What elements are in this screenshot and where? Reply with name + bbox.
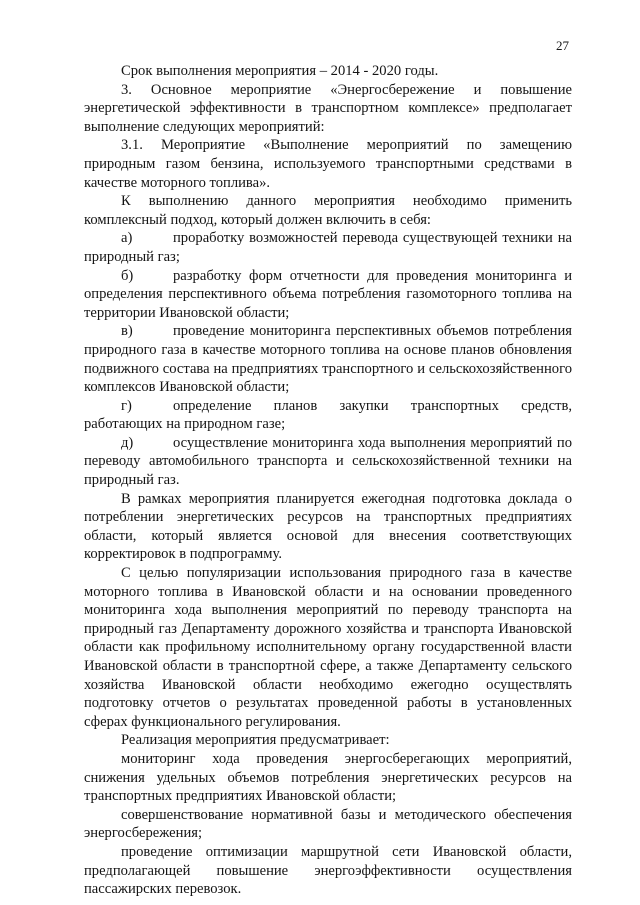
paragraph-text: Срок выполнения мероприятия – 2014 - 2020 годы. [121, 63, 439, 79]
list-item-b [84, 267, 572, 323]
paragraph-approach [84, 192, 572, 229]
list-marker: д) [121, 434, 134, 451]
paragraph-annual-report [84, 490, 572, 564]
list-item-g [84, 397, 572, 434]
list-item-d [84, 434, 572, 490]
paragraph-measure-3-1 [84, 136, 572, 192]
paragraph-text: С целью популяризации использования природного газа в качестве моторного топлива в Ивановской области и на основании проведенного мониторинга хода выполнения мероприятий по переводу транспорта на природный газ Департаменту дорожного хозяйства и транспорта Ивановской области как профильному исполнительному органу государственной власти Ивановской области в транспортной сфере, а также Департаменту сельского хозяйства Ивановской области необходимо ежегодно осуществлять подготовку отчетов о результатах проведенной работы в установленных сферах функционального регулирования. [84, 565, 572, 730]
paragraph-text: мониторинг хода проведения энергосберегающих мероприятий, снижения удельных объемов потребления энергетических ресурсов на транспортных предприятиях Ивановской области; [84, 750, 572, 805]
list-item-a [84, 229, 572, 266]
list-marker: в) [121, 323, 133, 340]
paragraph-text: 3. Основное мероприятие «Энергосбережение и повышение энергетической эффективности в транспортном комплексе» предполагает выполнение следующих мероприятий: [84, 81, 572, 135]
page-number: 27 [556, 38, 569, 53]
paragraph-text: К выполнению данного мероприятия необходимо применить комплексный подход, который должен включить в себя: [84, 193, 572, 228]
paragraph-text: совершенствование нормативной базы и методического обеспечения энергосбережения; [84, 806, 572, 842]
list-item-text: проработку возможностей перевода существующей техники на природный газ; [84, 230, 572, 265]
paragraph-term [84, 62, 572, 81]
paragraph-text: проведение оптимизации маршрутной сети Ивановской области, предполагающей повышение энергоэффективности осуществления пассажирских перевозок. [84, 843, 572, 898]
paragraph-text: 3.1. Мероприятие «Выполнение мероприятий по замещению природным газом бензина, используемого транспортными средствами в качестве моторного топлива». [84, 137, 572, 191]
paragraph-route-optimization [84, 843, 572, 899]
list-marker: г) [121, 397, 132, 414]
list-item-text: проведение мониторинга перспективных объемов потребления природного газа в качестве моторного топлива на основе планов обновления подвижного состава на предприятиях транспортного и сельскохозяйственного комплексов Ивановской области; [84, 323, 572, 396]
list-marker: б) [121, 267, 134, 284]
list-item-text: осуществление мониторинга хода выполнения мероприятий по переводу автомобильного транспорта и сельскохозяйственной техники на природный газ. [84, 434, 572, 489]
list-item-text: разработку форм отчетности для проведения мониторинга и определения перспективного объема потребления газомоторного топлива на территории Ивановской области; [84, 267, 572, 321]
paragraph-monitoring [84, 750, 572, 806]
paragraph-main-measure-3 [84, 81, 572, 137]
list-item-text: определение планов закупки транспортных средств, работающих на природном газе; [84, 397, 572, 433]
list-item-v [84, 322, 572, 396]
list-marker: а) [121, 230, 133, 247]
paragraph-popularization [84, 564, 572, 731]
paragraph-implementation [84, 731, 572, 750]
document-body [84, 62, 572, 899]
paragraph-text: В рамках мероприятия планируется ежегодная подготовка доклада о потреблении энергетических ресурсов на транспортных предприятиях области, который является основой для внесения соответствующих корректировок в подпрограмму. [84, 490, 572, 563]
paragraph-text: Реализация мероприятия предусматривает: [121, 732, 390, 749]
paragraph-regulatory-base [84, 806, 572, 843]
